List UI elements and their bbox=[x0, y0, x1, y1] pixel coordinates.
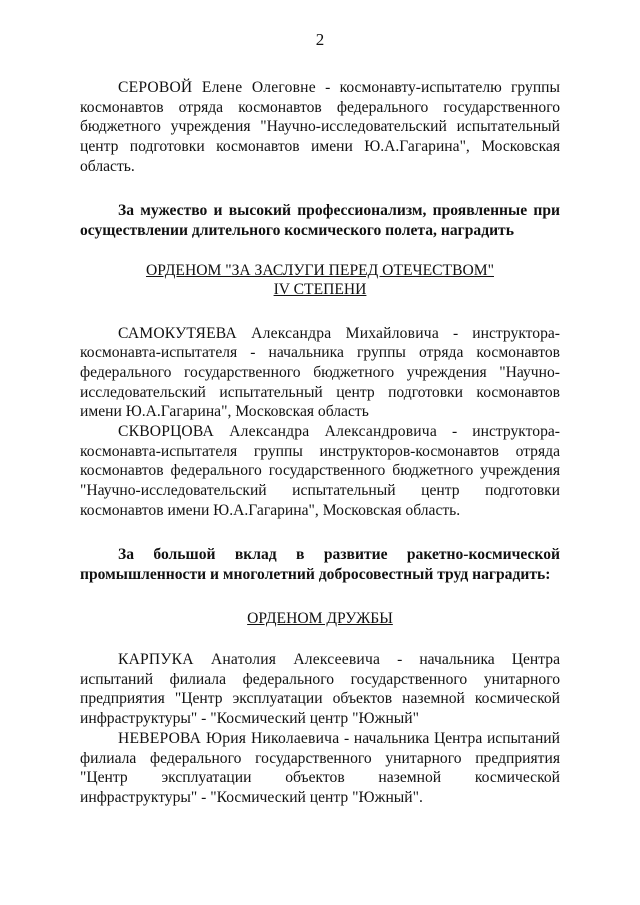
award-degree: IV СТЕПЕНИ bbox=[273, 281, 367, 299]
recipient-description: - инструктора-космонавта-испытателя группы инструкторов-космонавтов отряда космонавтов федерального государственного бюджетного учреждения "Научно-исследовательский испытательный центр подготовки космонавтов имени Ю.А.Гагарина", Московская область. bbox=[80, 423, 560, 519]
decree-heading: За мужество и высокий профессионализм, проявленные при осуществлении длительного космического полета, наградить bbox=[80, 201, 560, 239]
recipient-name: НЕВЕРОВА Юрия Николаевича bbox=[118, 729, 340, 747]
award-title: ОРДЕНОМ ДРУЖБЫ bbox=[247, 609, 393, 627]
page-number: 2 bbox=[315, 30, 325, 49]
recipient-name: СЕРОВОЙ Елене Олеговне bbox=[118, 79, 316, 96]
recipient-description: - начальника Центра испытаний филиала федерального государственного унитарного предприятия "Центр эксплуатации объектов наземной космической инфраструктуры" - "Космический центр "Южный" bbox=[80, 651, 560, 728]
recipient-description: - начальника Центра испытаний филиала федерального государственного унитарного предприятия "Центр эксплуатации объектов наземной космической инфраструктуры" - "Космический центр "Южный". bbox=[80, 729, 560, 806]
recipient-description: - инструктора-космонавта-испытателя - начальника группы отряда космонавтов федерального государственного бюджетного учреждения "Научно-исследовательский испытательный центр подготовки космонавтов имени Ю.А.Гагарина", Московская область bbox=[80, 324, 561, 421]
recipient-paragraph bbox=[80, 324, 560, 423]
recipient-description: - космонавту-испытателю группы космонавтов отряда космонавтов федерального государственного бюджетного учреждения "Научно-исследовательский испытательный центр подготовки космонавтов имени Ю.А.Гагарина", Московская область. bbox=[80, 79, 560, 175]
recipient-name: КАРПУКА Анатолия Алексеевича bbox=[118, 651, 381, 669]
award-title: ОРДЕНОМ "ЗА ЗАСЛУГИ ПЕРЕД ОТЕЧЕСТВОМ" bbox=[146, 261, 494, 279]
recipient-name: САМОКУТЯЕВА Александра Михайловича bbox=[118, 324, 439, 342]
recipient-name: СКВОРЦОВА Александра Александровича bbox=[118, 423, 437, 441]
decree-heading: За большой вклад в развитие ракетно-космической промышленности и многолетний добросовестный труд наградить: bbox=[80, 545, 560, 583]
recipient-paragraph bbox=[80, 78, 560, 177]
recipient-paragraph bbox=[80, 650, 560, 729]
recipient-paragraph bbox=[80, 422, 560, 521]
recipient-paragraph bbox=[80, 729, 560, 808]
